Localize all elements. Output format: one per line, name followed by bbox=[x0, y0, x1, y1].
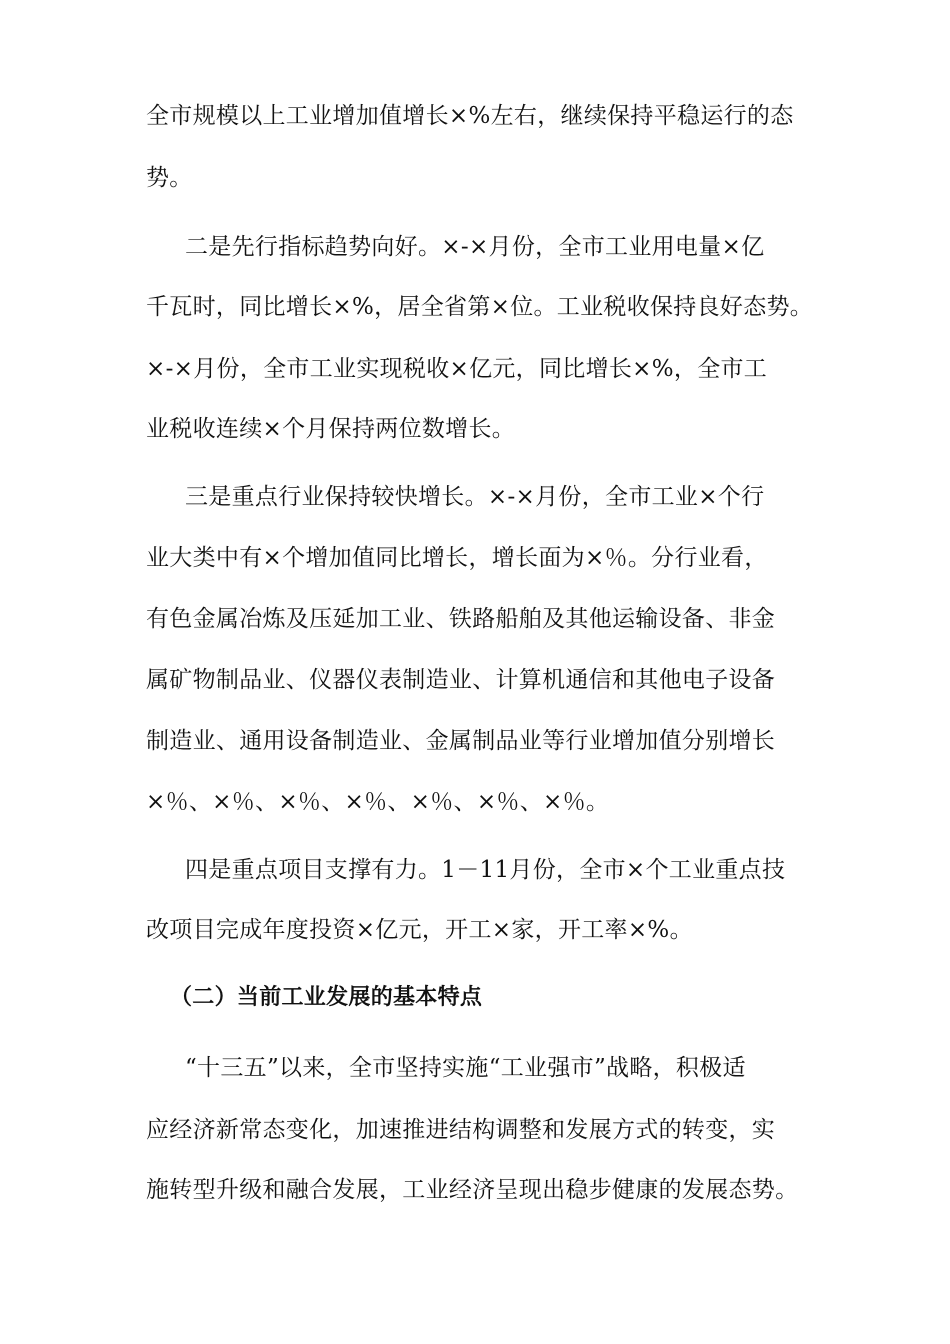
paragraph-3-line-2: 业大类中有×个增加值同比增长，增长面为×％。分行业看， bbox=[146, 545, 768, 571]
paragraph-3-line-4: 属矿物制品业、仪器仪表制造业、计算机通信和其他电子设备 bbox=[146, 667, 776, 693]
paragraph-5-line-2: 应经济新常态变化，加速推进结构调整和发展方式的转变，实 bbox=[146, 1117, 776, 1143]
section-heading: （二）当前工业发展的基本特点 bbox=[170, 985, 483, 1010]
paragraph-5-line-1: “十三五”以来，全市坚持实施“工业强市”战略，积极适 bbox=[185, 1055, 746, 1081]
paragraph-5-line-3: 施转型升级和融合发展，工业经济呈现出稳步健康的发展态势。 bbox=[146, 1177, 799, 1203]
paragraph-2-line-2: 千瓦时，同比增长×%，居全省第×位。工业税收保持良好态势。 bbox=[146, 294, 814, 320]
paragraph-4-line-2: 改项目完成年度投资×亿元，开工×家，开工率×%。 bbox=[146, 917, 693, 943]
paragraph-1-line-1: 全市规模以上工业增加值增长×%左右，继续保持平稳运行的态 bbox=[146, 103, 794, 129]
paragraph-3-line-6: ×％、×％、×％、×％、×％、×％、×％。 bbox=[146, 789, 610, 815]
paragraph-2-line-3: ×-×月份，全市工业实现税收×亿元，同比增长×%，全市工 bbox=[146, 356, 768, 382]
paragraph-4-line-1: 四是重点项目支撑有力。1－11月份，全市×个工业重点技 bbox=[185, 857, 786, 883]
paragraph-3-line-1: 三是重点行业保持较快增长。×-×月份，全市工业×个行 bbox=[185, 484, 765, 510]
paragraph-1-line-2: 势。 bbox=[146, 165, 193, 191]
paragraph-3-line-5: 制造业、通用设备制造业、金属制品业等行业增加值分别增长 bbox=[146, 728, 776, 754]
paragraph-2-line-4: 业税收连续×个月保持两位数增长。 bbox=[146, 416, 516, 442]
paragraph-2-line-1: 二是先行指标趋势向好。×-×月份，全市工业用电量×亿 bbox=[185, 234, 765, 260]
paragraph-3-line-3: 有色金属冶炼及压延加工业、铁路船舶及其他运输设备、非金 bbox=[146, 606, 776, 632]
